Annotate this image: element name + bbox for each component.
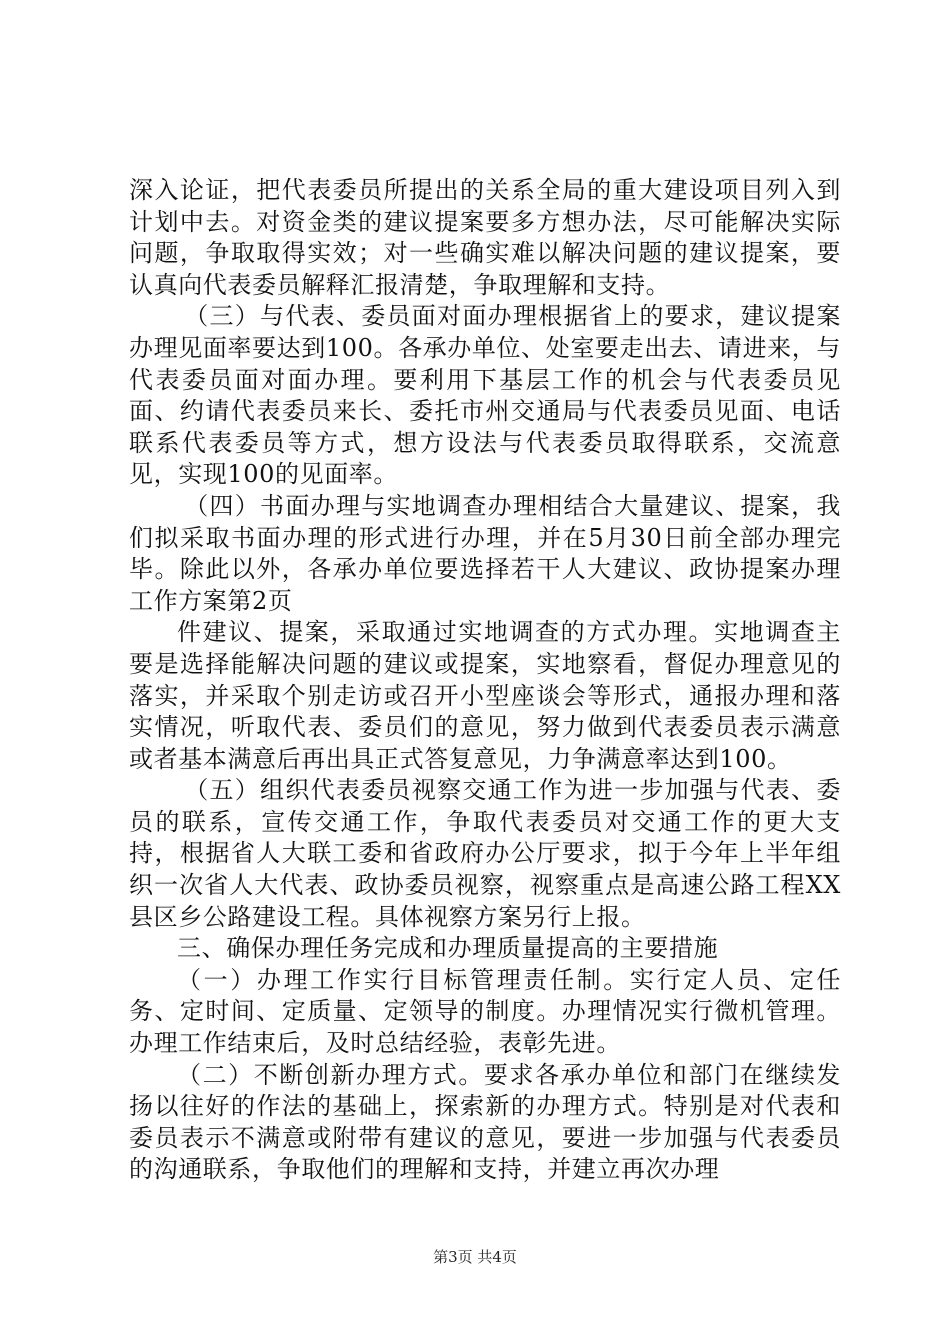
section-heading: 三、确保办理任务完成和办理质量提高的主要措施 xyxy=(177,934,719,963)
document-body xyxy=(129,175,841,1186)
paragraph-5: （五）组织代表委员视察交通工作为进一步加强与代表、委员的联系，宣传交通工作，争取代表委员对交通工作的更大支持，根据省人大联工委和省政府办公厅要求，拟于今年上半年组织一次省人大代表、政协委员视察，视察重点是高速公路工程XX县区乡公路建设工程。具体视察方案另行上报。 xyxy=(129,776,841,931)
paragraph-7: （二）不断创新办理方式。要求各承办单位和部门在继续发扬以往好的作法的基础上，探索新的办理方式。特别是对代表和委员表示不满意或附带有建议的意见，要进一步加强与代表委员的沟通联系，争取他们的理解和支持，并建立再次办理 xyxy=(129,1060,841,1184)
paragraph-6: （一）办理工作实行目标管理责任制。实行定人员、定任务、定时间、定质量、定领导的制度。办理情况实行微机管理。办理工作结束后，及时总结经验，表彰先进。 xyxy=(129,965,841,1058)
paragraph-4: 件建议、提案，采取通过实地调查的方式办理。实地调查主要是选择能解决问题的建议或提案，实地察看，督促办理意见的落实，并采取个别走访或召开小型座谈会等形式，通报办理和落实情况，听取代表、委员们的意见，努力做到代表委员表示满意或者基本满意后再出具正式答复意见，力争满意率达到100。 xyxy=(129,618,841,773)
paragraph-1: 深入论证，把代表委员所提出的关系全局的重大建设项目列入到计划中去。对资金类的建议提案要多方想办法，尽可能解决实际问题，争取取得实效；对一些确实难以解决问题的建议提案，要认真向代表委员解释汇报清楚，争取理解和支持。 xyxy=(129,176,841,299)
paragraph-3: （四）书面办理与实地调查办理相结合大量建议、提案，我们拟采取书面办理的形式进行办理，并在5月30日前全部办理完毕。除此以外，各承办单位要选择若干人大建议、政协提案办理工作方案第2页 xyxy=(129,491,841,615)
paragraph-2: （三）与代表、委员面对面办理根据省上的要求，建议提案办理见面率要达到100。各承办单位、处室要走出去、请进来，与代表委员面对面办理。要利用下基层工作的机会与代表委员见面、约请代表委员来长、委托市州交通局与代表委员见面、电话联系代表委员等方式，想方设法与代表委员取得联系，交流意见，实现100的见面率。 xyxy=(129,302,841,489)
page-footer: 第3页 共4页 xyxy=(433,1248,517,1266)
